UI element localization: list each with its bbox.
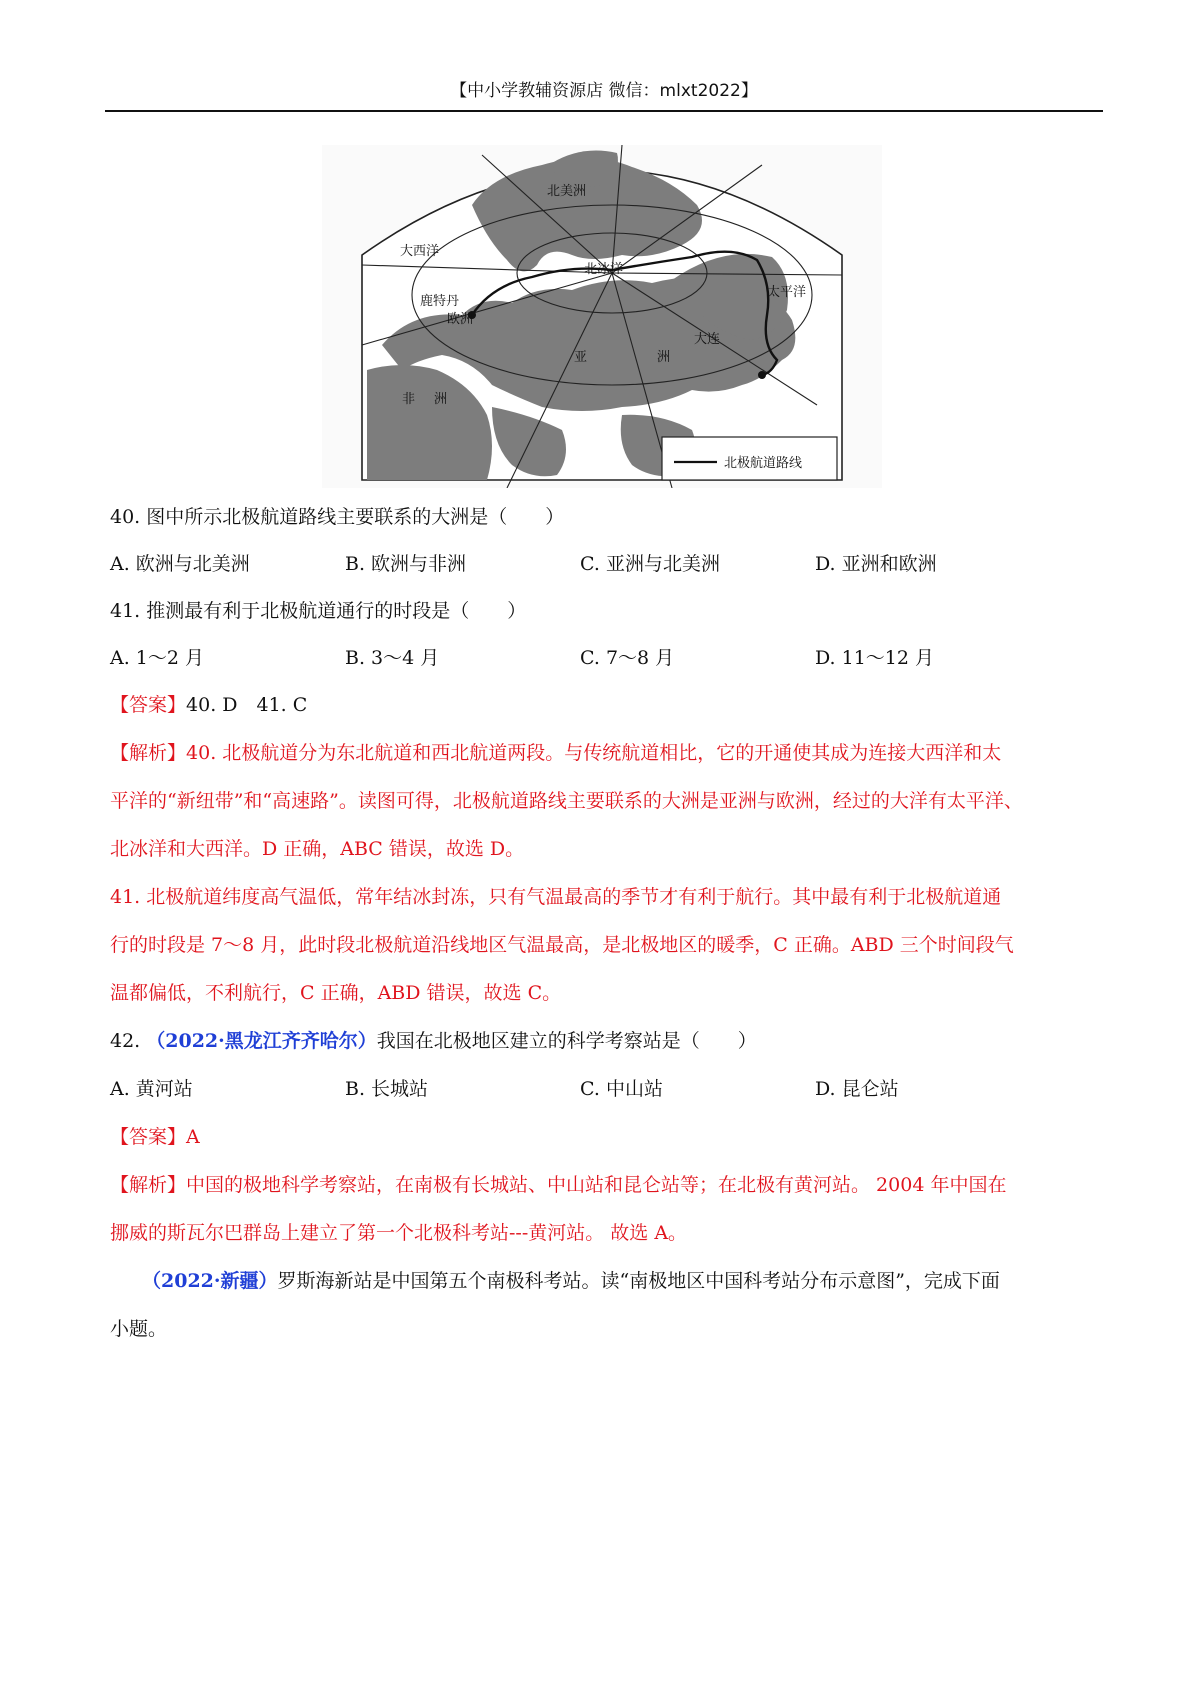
q41-option-b: B. 3～4 月 xyxy=(345,647,440,669)
q41-option-d: D. 11～12 月 xyxy=(815,647,935,669)
label-asia-1: 亚 xyxy=(574,350,588,365)
q42-option-a: A. 黄河站 xyxy=(110,1078,193,1100)
label-dalian: 大连 xyxy=(694,332,721,347)
dalian-dot xyxy=(758,371,766,379)
q42-stem xyxy=(110,1028,757,1054)
label-atlantic: 大西洋 xyxy=(400,244,440,259)
header-rule xyxy=(105,110,1103,112)
answer-text: 40. D 41. C xyxy=(186,694,308,716)
q42-number: 42. xyxy=(110,1030,147,1052)
label-rotterdam: 鹿特丹 xyxy=(420,294,460,309)
q42-option-d: D. 昆仑站 xyxy=(815,1078,899,1100)
label-africa-2: 洲 xyxy=(434,392,448,407)
q40-stem: 40. 图中所示北极航道路线主要联系的大洲是（ ） xyxy=(110,506,565,528)
map-legend xyxy=(662,437,837,480)
label-pacific: 太平洋 xyxy=(767,285,807,300)
analysis-tag: 【解析】 xyxy=(110,742,187,764)
analysis-text: 中国的极地科学考察站，在南极有长城站、中山站和昆仑站等；在北极有黄河站。 2004 年中国在 xyxy=(186,1174,1007,1196)
label-asia-2: 洲 xyxy=(657,350,671,365)
answer-block-1 xyxy=(110,692,307,718)
label-arctic: 北冰洋 xyxy=(584,262,624,277)
intro-line: 小题。 xyxy=(110,1318,168,1340)
label-africa-1: 非 xyxy=(402,392,416,407)
q40-option-d: D. 亚洲和欧洲 xyxy=(815,553,937,575)
q42-source: （2022·黑龙江齐齐哈尔） xyxy=(146,1030,377,1052)
analysis-line: 北冰洋和大西洋。D 正确，ABC 错误，故选 D。 xyxy=(110,838,525,860)
q41-stem: 41. 推测最有利于北极航道通行的时段是（ ） xyxy=(110,600,527,622)
label-europe: 欧洲 xyxy=(447,312,474,327)
analysis-line: 温都偏低，不利航行，C 正确，ABD 错误，故选 C。 xyxy=(110,982,562,1004)
q42-option-c: C. 中山站 xyxy=(580,1078,663,1100)
analysis-line: 41. 北极航道纬度高气温低，常年结冰封冻，只有气温最高的季节才有利于航行。其中最有利于北极航道通 xyxy=(110,886,1002,908)
q40-option-a: A. 欧洲与北美洲 xyxy=(110,553,250,575)
answer-tag: 【答案】 xyxy=(110,694,187,716)
analysis-line: 行的时段是 7～8 月，此时段北极航道沿线地区气温最高，是北极地区的暖季，C 正确。ABD 三个时间段气 xyxy=(110,934,1014,956)
legend-label: 北极航道路线 xyxy=(724,456,803,471)
analysis-line: 平洋的“新纽带”和“高速路”。读图可得，北极航道路线主要联系的大洲是亚洲与欧洲，经过的大洋有太平洋、 xyxy=(110,790,1023,812)
q42-option-b: B. 长城站 xyxy=(345,1078,429,1100)
q41-option-a: A. 1～2 月 xyxy=(110,647,205,669)
intro-line xyxy=(142,1268,1000,1294)
q40-option-c: C. 亚洲与北美洲 xyxy=(580,553,720,575)
analysis-text: 40. 北极航道分为东北航道和西北航道两段。与传统航道相比，它的开通使其成为连接大西洋和太 xyxy=(186,742,1002,764)
q40-option-b: B. 欧洲与非洲 xyxy=(345,553,467,575)
analysis-tag: 【解析】 xyxy=(110,1174,187,1196)
page-header: 【中小学教辅资源店 微信：mlxt2022】 xyxy=(450,81,758,101)
answer-block-2 xyxy=(110,1124,200,1150)
label-north-america: 北美洲 xyxy=(547,184,587,199)
answer-text: A xyxy=(186,1126,200,1148)
q42-text: 我国在北极地区建立的科学考察站是（ ） xyxy=(376,1030,757,1052)
analysis-line xyxy=(110,1172,1006,1198)
arctic-route-map xyxy=(322,145,882,488)
analysis-line: 挪威的斯瓦尔巴群岛上建立了第一个北极科考站---黄河站。 故选 A。 xyxy=(110,1222,688,1244)
q41-option-c: C. 7～8 月 xyxy=(580,647,675,669)
answer-tag: 【答案】 xyxy=(110,1126,187,1148)
analysis-line xyxy=(110,740,1001,766)
intro-source: （2022·新疆） xyxy=(142,1270,278,1292)
intro-text: 罗斯海新站是中国第五个南极科考站。读“南极地区中国科考站分布示意图”，完成下面 xyxy=(277,1270,1000,1292)
